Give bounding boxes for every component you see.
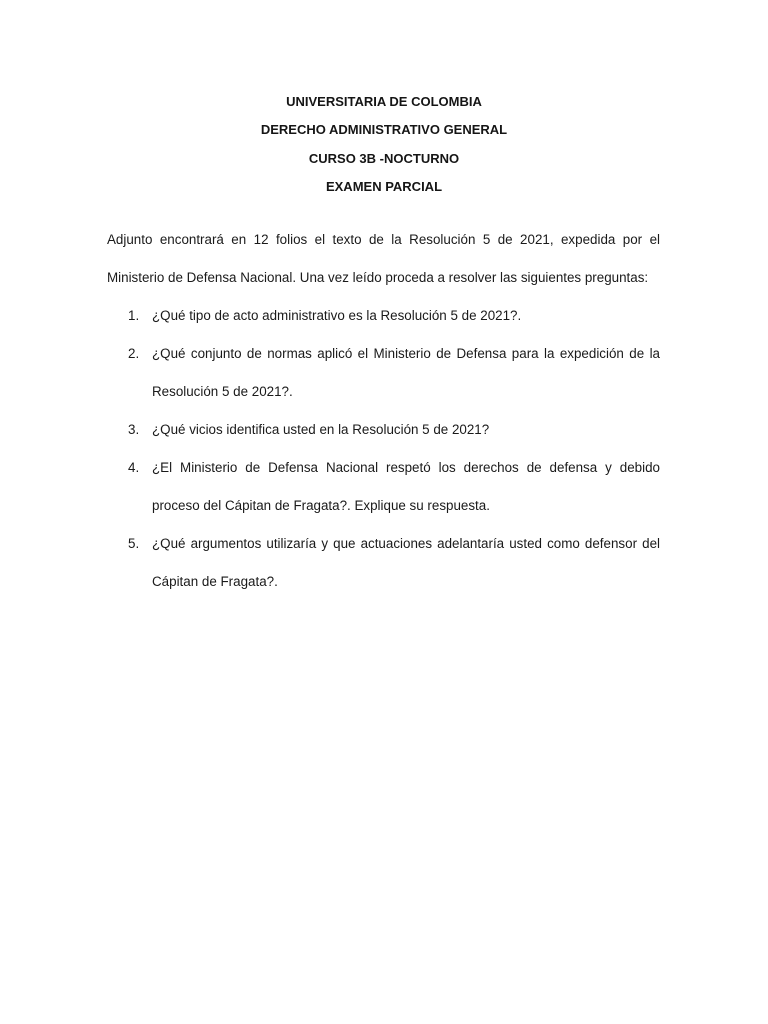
- question-number: 1.: [128, 308, 140, 323]
- question-number: 3.: [128, 422, 140, 437]
- question-text: ¿Qué tipo de acto administrativo es la Resolución 5 de 2021?.: [152, 308, 522, 323]
- question-item: [107, 335, 660, 411]
- course-group: CURSO 3B -NOCTURNO: [308, 150, 460, 166]
- question-item: [107, 525, 660, 601]
- document-header: [0, 91, 768, 204]
- question-text: ¿Qué vicios identifica usted en la Resolución 5 de 2021?: [152, 422, 490, 437]
- question-item: [107, 449, 660, 525]
- questions-list: [107, 297, 660, 601]
- question-number: 5.: [128, 536, 140, 551]
- exam-title: EXAMEN PARCIAL: [325, 178, 443, 194]
- question-text: ¿Qué conjunto de normas aplicó el Ministerio de Defensa para la expedición de la Resolución 5 de 2021?.: [152, 346, 660, 399]
- document-body: [107, 221, 660, 601]
- intro-paragraph: Adjunto encontrará en 12 folios el texto de la Resolución 5 de 2021, expedida por el Ministerio de Defensa Nacional. Una vez leído proceda a resolver las siguientes preguntas:: [107, 232, 660, 285]
- question-text: ¿Qué argumentos utilizaría y que actuaciones adelantaría usted como defensor del Cápitan de Fragata?.: [152, 536, 660, 589]
- course-subject: DERECHO ADMINISTRATIVO GENERAL: [260, 122, 508, 138]
- question-item: [107, 411, 660, 449]
- university-name: UNIVERSITARIA DE COLOMBIA: [286, 94, 482, 109]
- question-number: 4.: [128, 460, 140, 475]
- question-number: 2.: [128, 346, 140, 361]
- question-text: ¿El Ministerio de Defensa Nacional respetó los derechos de defensa y debido proceso del Cápitan de Fragata?. Explique su respuesta.: [152, 460, 660, 513]
- question-item: [107, 297, 660, 335]
